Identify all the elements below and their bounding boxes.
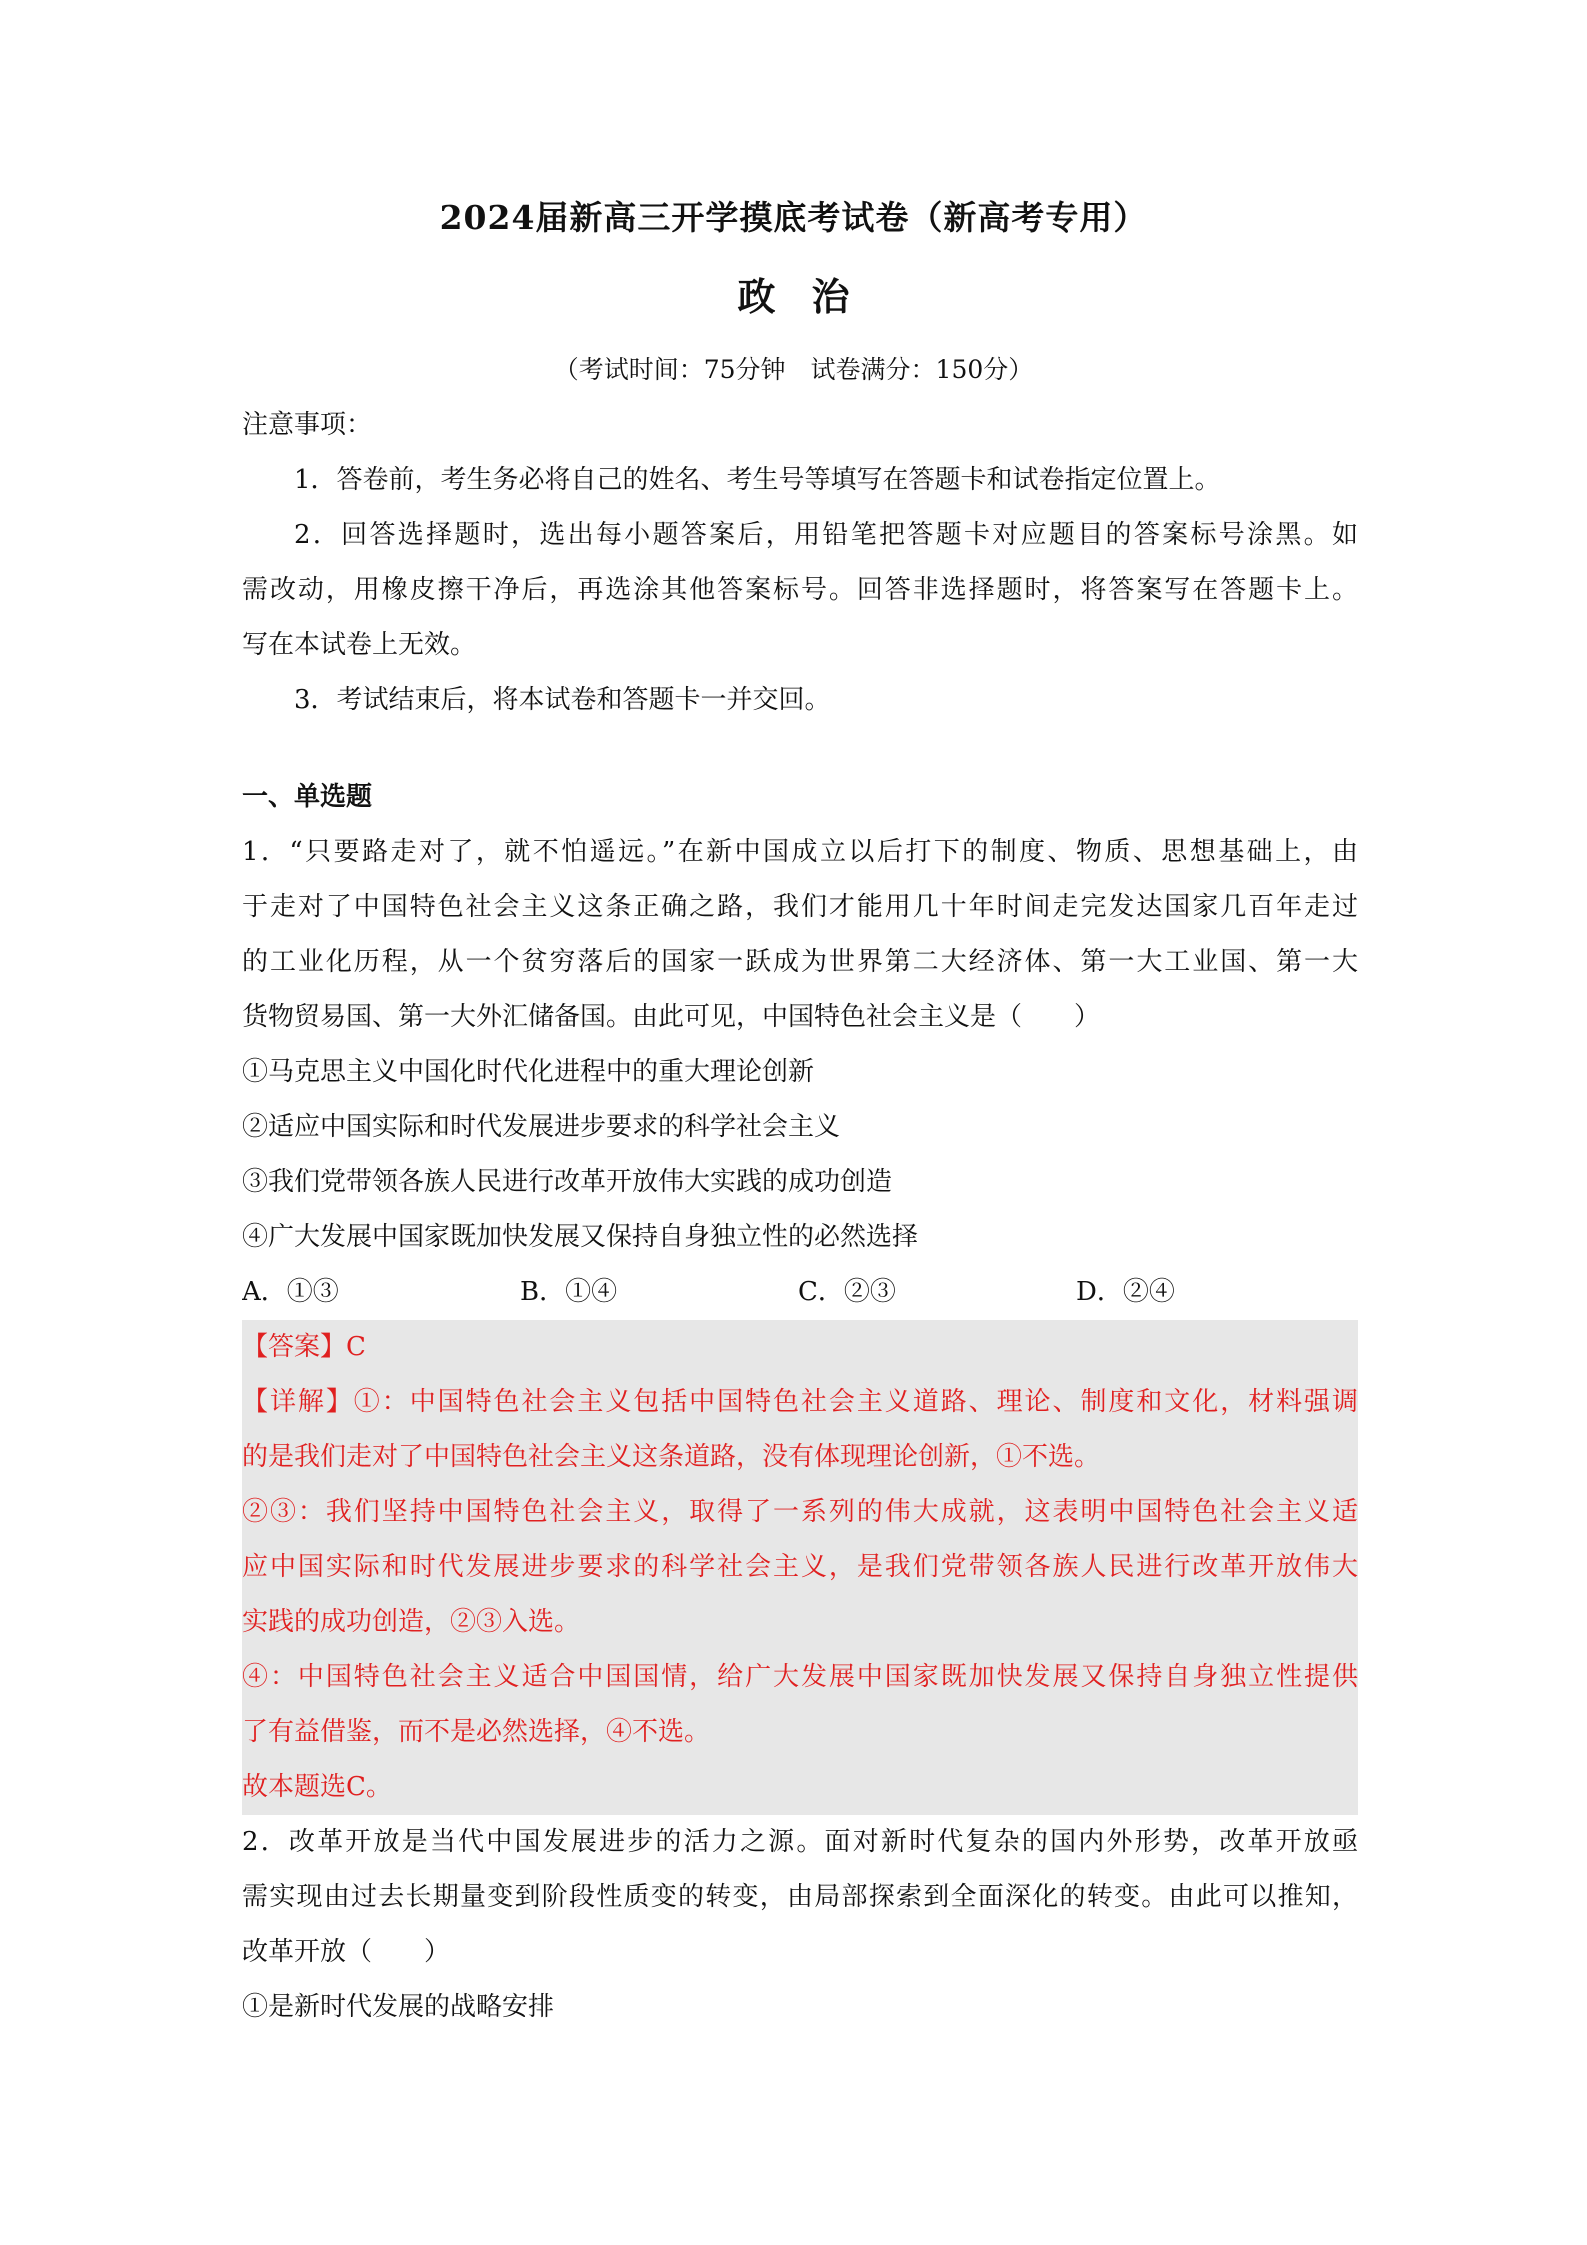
analysis-line: 应中国实际和时代发展进步要求的科学社会主义，是我们党带领各族人民进行改革开放伟大	[242, 1552, 1358, 1582]
answer-options	[242, 1265, 1358, 1320]
exam-title: 2024届新高三开学摸底考试卷（新高考专用）	[439, 198, 1148, 237]
option-c: C．②③	[798, 1277, 896, 1307]
answer-line: 【答案】C	[242, 1332, 366, 1362]
section-heading: 一、单选题	[242, 782, 373, 812]
question-2	[242, 1815, 1358, 2035]
analysis-line: 故本题选C。	[242, 1772, 392, 1802]
notice-item: 3．考试结束后，将本试卷和答题卡一并交回。	[294, 685, 831, 715]
notice-item: 1．答卷前，考生务必将自己的姓名、考生号等填写在答题卡和试卷指定位置上。	[294, 465, 1221, 495]
question-stem-line: 于走对了中国特色社会主义这条正确之路，我们才能用几十年时间走完发达国家几百年走过	[242, 892, 1358, 922]
notice-item: 需改动，用橡皮擦干净后，再选涂其他答案标号。回答非选择题时，将答案写在答题卡上。	[242, 575, 1358, 605]
question-stem-line: 改革开放（ ）	[242, 1937, 451, 1967]
analysis-line: 了有益借鉴，而不是必然选择，④不选。	[242, 1717, 711, 1747]
statement-item: ④广大发展中国家既加快发展又保持自身独立性的必然选择	[242, 1222, 919, 1252]
statement-item: ①是新时代发展的战略安排	[242, 1992, 555, 2022]
notice-item: 2．回答选择题时，选出每小题答案后，用铅笔把答题卡对应题目的答案标号涂黑。如	[294, 520, 1358, 550]
option-a: A．①③	[242, 1277, 339, 1307]
question-stem-line: 的工业化历程，从一个贫穷落后的国家一跃成为世界第二大经济体、第一大工业国、第一大	[242, 947, 1358, 977]
question-stem-line: 需实现由过去长期量变到阶段性质变的转变，由局部探索到全面深化的转变。由此可以推知，	[242, 1882, 1358, 1912]
analysis-line: 的是我们走对了中国特色社会主义这条道路，没有体现理论创新，①不选。	[242, 1442, 1101, 1472]
subject-title: 政治	[737, 274, 886, 319]
question-1	[242, 825, 1358, 1815]
analysis-line: ②③：我们坚持中国特色社会主义，取得了一系列的伟大成就，这表明中国特色社会主义适	[242, 1497, 1358, 1527]
exam-meta: （考试时间：75分钟 试卷满分：150分）	[553, 355, 1034, 384]
statement-item: ③我们党带领各族人民进行改革开放伟大实践的成功创造	[242, 1167, 893, 1197]
option-b: B．①④	[520, 1277, 618, 1307]
analysis-line: 【详解】①：中国特色社会主义包括中国特色社会主义道路、理论、制度和文化，材料强调	[242, 1387, 1358, 1417]
option-d: D．②④	[1076, 1277, 1175, 1307]
answer-analysis-block	[242, 1320, 1358, 1815]
question-section	[242, 770, 1358, 2035]
analysis-line: ④：中国特色社会主义适合中国国情，给广大发展中国家既加快发展又保持自身独立性提供	[242, 1662, 1358, 1692]
notice-section	[242, 398, 1358, 728]
question-stem-line: 货物贸易国、第一大外汇储备国。由此可见，中国特色社会主义是（ ）	[242, 1002, 1101, 1032]
question-stem-line: 1．“只要路走对了，就不怕遥远。”在新中国成立以后打下的制度、物质、思想基础上，由	[242, 837, 1358, 867]
question-stem-line: 2．改革开放是当代中国发展进步的活力之源。面对新时代复杂的国内外形势，改革开放亟	[242, 1827, 1358, 1857]
analysis-line: 实践的成功创造，②③入选。	[242, 1607, 581, 1637]
notice-heading: 注意事项：	[242, 410, 373, 440]
notice-item: 写在本试卷上无效。	[242, 630, 477, 660]
statement-item: ①马克思主义中国化时代化进程中的重大理论创新	[242, 1057, 815, 1087]
statement-item: ②适应中国实际和时代发展进步要求的科学社会主义	[242, 1112, 841, 1142]
